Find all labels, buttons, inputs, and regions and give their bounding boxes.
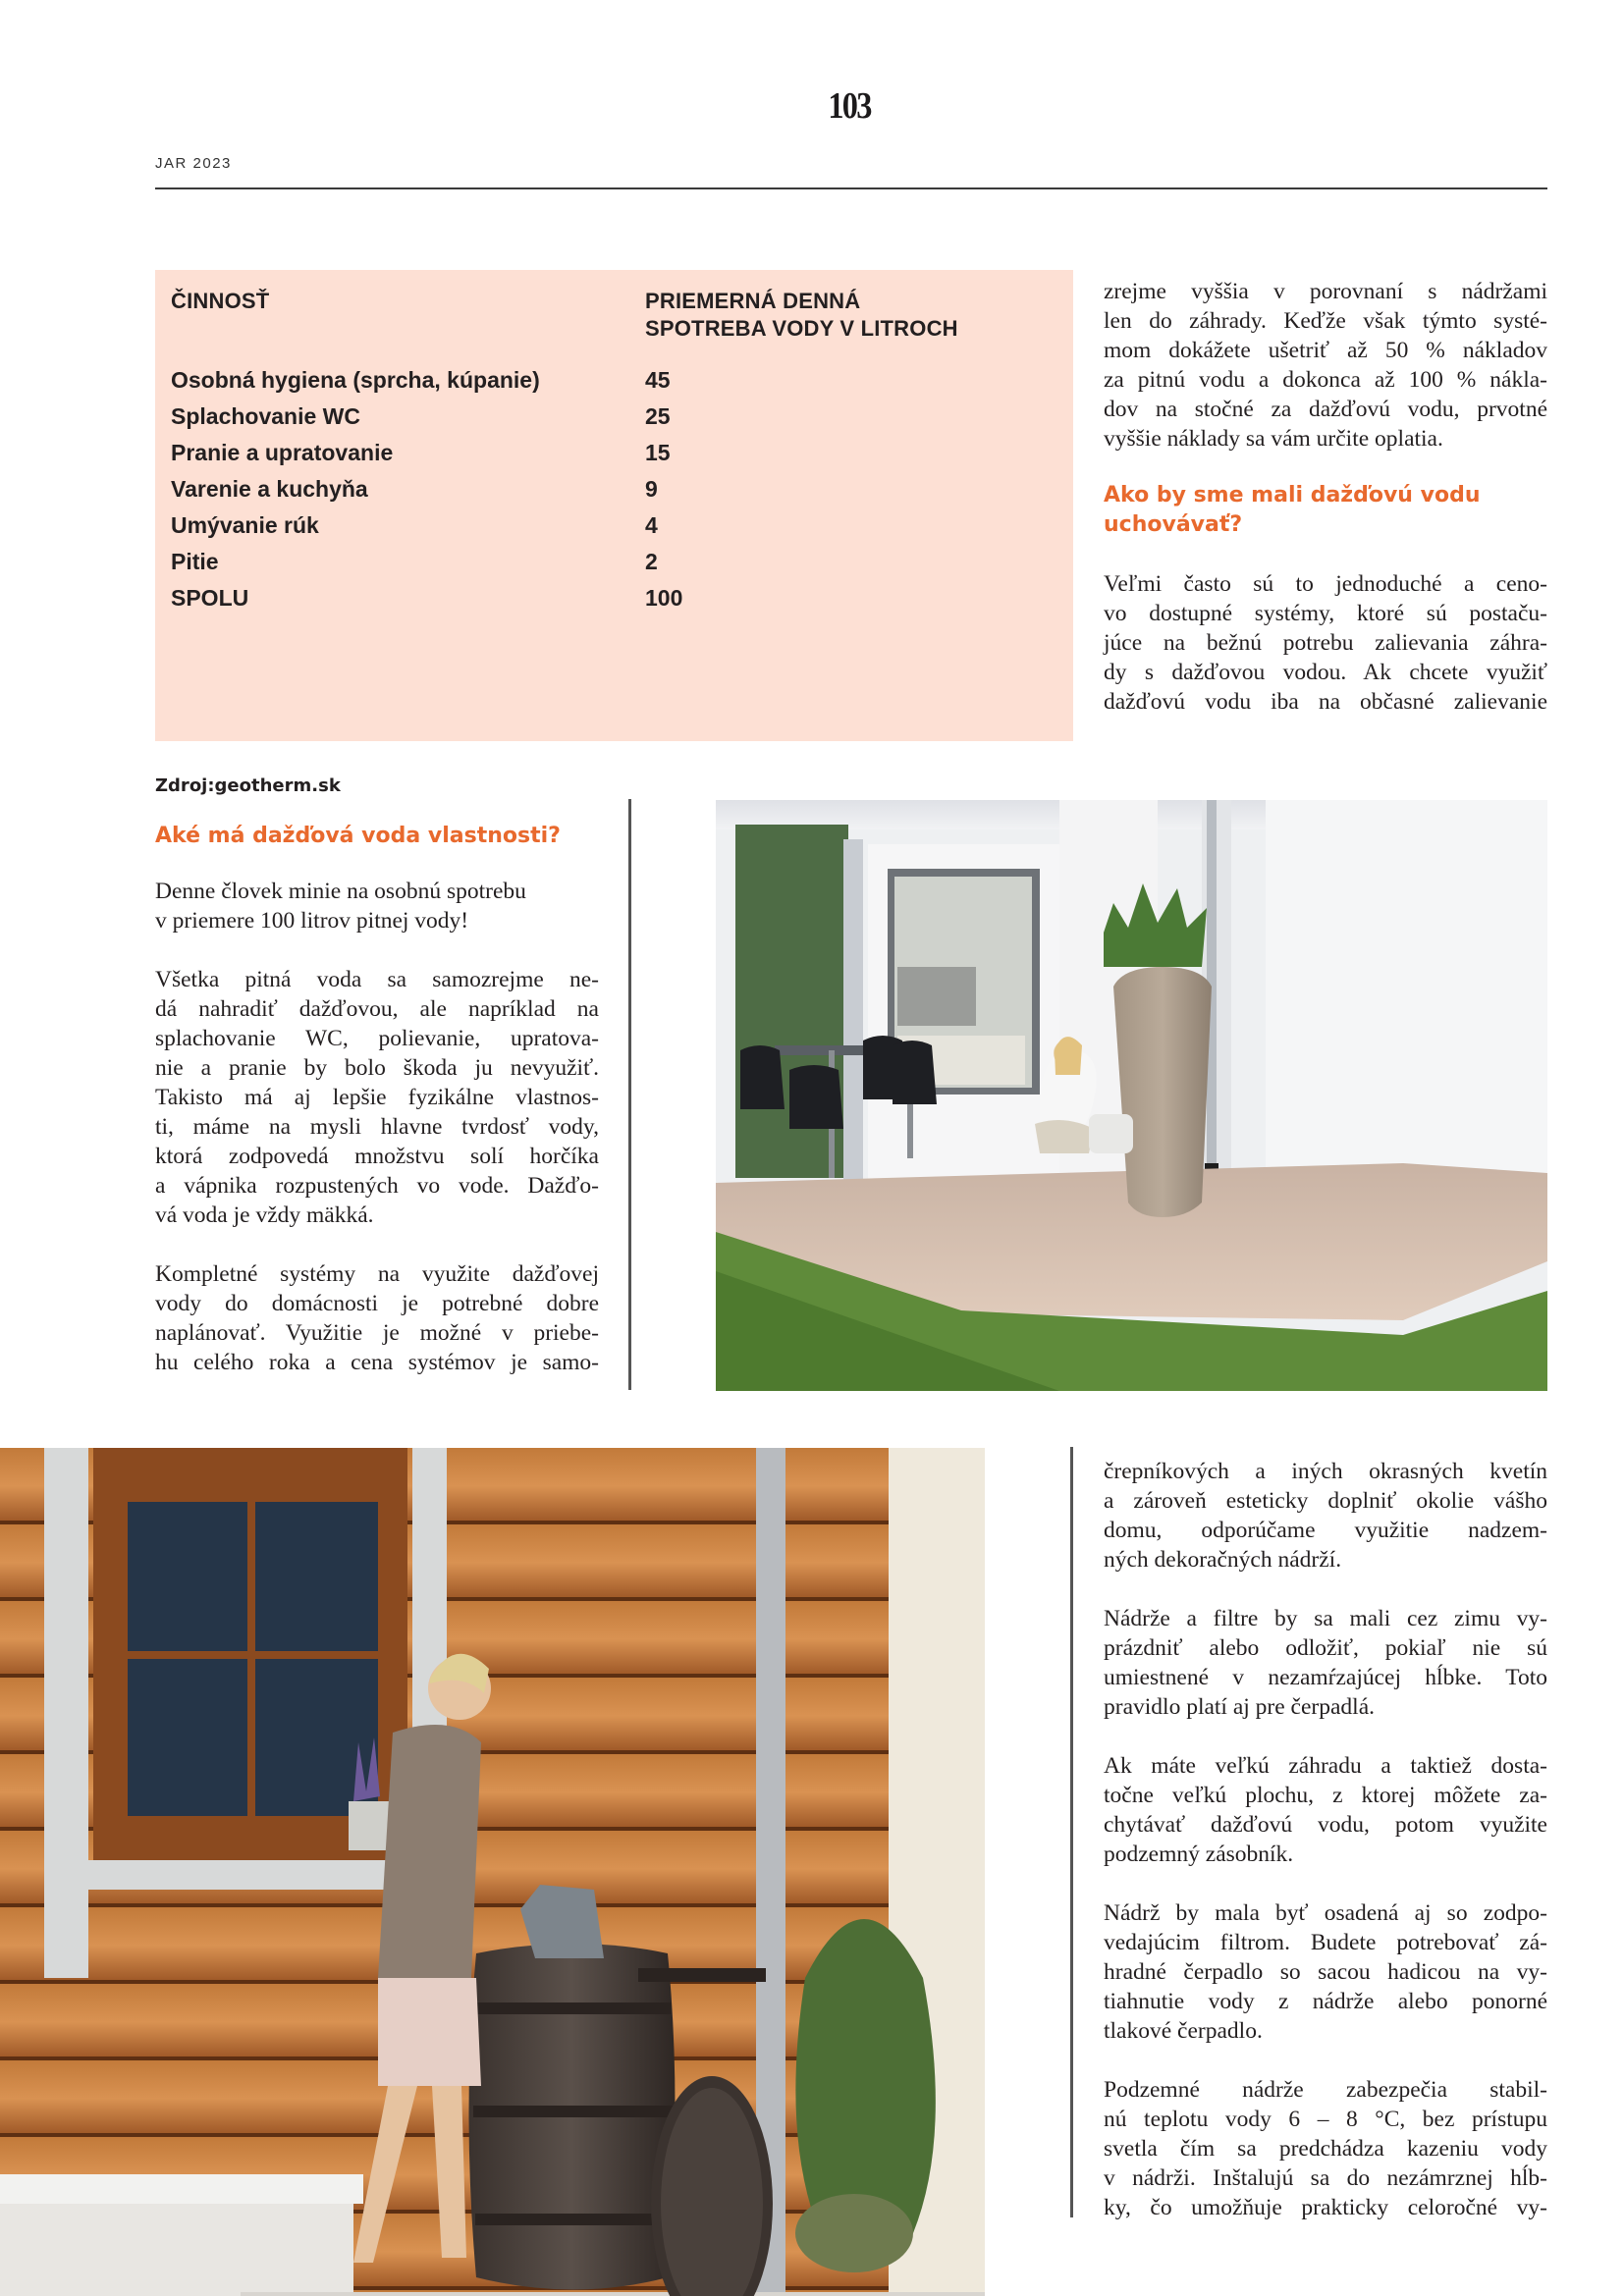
text-line: črepníkových a iných okrasných kvetín [1104,1459,1547,1484]
text-line: ktorá zodpovedá množstvu solí horčíka [155,1144,599,1169]
text-line: a zároveň esteticky doplniť okolie vášho [1104,1488,1547,1514]
text-line: ti, máme na mysli hlavne tvrdosť vody, [155,1114,599,1140]
table-row [155,475,1073,514]
paragraph [155,965,599,1230]
text-line: ných dekoračných nádrží. [1104,1547,1342,1573]
text-line: vedajúcim filtrom. Budete potrebovať zá- [1104,1930,1547,1955]
paragraph [155,1259,599,1377]
text-line: Nádrž by mala byť osadená aj so zodpo- [1104,1900,1547,1926]
section-heading-properties: Aké má dažďová voda vlastnosti? [155,824,561,848]
right-column-bottom [1104,1457,1547,2222]
text-line: naplánovať. Využitie je možné v priebe- [155,1320,599,1346]
table-cell-activity: Umývanie rúk [171,512,319,538]
text-line: dá nahradiť dažďovou, ale napríklad na [155,996,599,1022]
table-header-activity: ČINNOSŤ [171,289,270,313]
text-line: umiestnené v nezamŕzajúcej hĺbke. Toto [1104,1665,1547,1690]
text-line: dažďovú vodu iba na občasné zalievanie [1104,689,1547,715]
text-line: tiahnutie vody z nádrže alebo ponorné [1104,1989,1547,2014]
water-consumption-table [155,270,1073,741]
text-line: Ak máte veľkú záhradu a taktiež dosta- [1104,1753,1547,1779]
paragraph [155,877,599,935]
paragraph [1104,2075,1547,2222]
text-line: pravidlo platí aj pre čerpadlá. [1104,1694,1375,1720]
paragraph [1104,277,1547,454]
barrel-rain-tank-photo [0,1448,985,2296]
table-header-liters-line2: SPOTREBA VODY V LITROCH [645,316,958,341]
table-cell-activity: SPOLU [171,585,249,611]
table-row-total [155,584,1073,623]
table-source: Zdroj:geotherm.sk [155,775,341,796]
table-cell-liters: 25 [645,403,671,429]
patio-rain-tank-photo [716,800,1547,1391]
text-line: vyššie náklady sa vám určite oplatia. [1104,426,1443,452]
paragraph [1104,1898,1547,2046]
table-cell-liters: 9 [645,476,658,502]
table-row [155,548,1073,587]
text-line: nie a pranie by bolo škoda ju nevyužiť. [155,1055,599,1081]
text-line: vá voda je vždy mäkká. [155,1202,374,1228]
table-row [155,366,1073,405]
text-line: Denne človek minie na osobnú spotrebu [155,879,526,904]
heading-line: Ako by sme mali dažďovú vodu [1104,483,1481,507]
text-line: tlakové čerpadlo. [1104,2018,1263,2044]
barrel-rain-tank-illustration [0,1448,985,2296]
paragraph [1104,1604,1547,1722]
column-divider [628,799,631,1390]
text-line: Všetka pitná voda sa samozrejme ne- [155,967,599,992]
heading-line: uchovávať? [1104,512,1243,537]
text-line: a vápnika rozpustených vo vode. Dažďo- [155,1173,599,1199]
text-line: júce na bežnú potrebu zalievania záhra- [1104,630,1547,656]
text-line: len do záhrady. Keďže však týmto systé- [1104,308,1547,334]
text-line: svetla čím sa predchádza kazeniu vody [1104,2136,1547,2162]
text-line: podzemný zásobník. [1104,1842,1294,1867]
text-line: Veľmi často sú to jednoduché a ceno- [1104,571,1547,597]
table-row [155,511,1073,551]
text-line: za pitnú vodu a dokonca až 100 % nákla- [1104,367,1547,393]
text-line: mom dokážete ušetriť až 50 % nákladov [1104,338,1547,363]
text-line: Nádrže a filtre by sa mali cez zimu vy- [1104,1606,1547,1631]
patio-rain-tank-illustration [716,800,1547,1391]
text-line: vo dostupné systémy, ktoré sú postaču- [1104,601,1547,626]
text-line: ky, čo umožňuje prakticky celoročné vy- [1104,2195,1547,2220]
table-row [155,402,1073,442]
text-line: točne veľkú plochu, z ktorej môžete za- [1104,1783,1547,1808]
paragraph [1104,569,1547,717]
issue-label: JAR 2023 [155,155,232,172]
table-cell-activity: Osobná hygiena (sprcha, kúpanie) [171,367,540,393]
table-cell-liters: 100 [645,585,683,611]
text-line: hradné čerpadlo so sacou hadicou na vy- [1104,1959,1547,1985]
page-number: 103 [828,85,871,127]
text-line: Takisto má aj lepšie fyzikálne vlastnos- [155,1085,599,1110]
text-line: nú teplotu vody 6 – 8 °C, bez prístupu [1104,2107,1547,2132]
text-line: vody do domácnosti je potrebné dobre [155,1291,599,1316]
text-line: splachovanie WC, polievanie, upratova- [155,1026,599,1051]
right-column-top [1104,277,1547,717]
table-cell-liters: 2 [645,549,658,574]
header-divider [155,187,1547,189]
table-row [155,439,1073,478]
section-heading-storage [1104,481,1547,540]
table-cell-liters: 4 [645,512,658,538]
text-line: domu, odporúčame využitie nadzem- [1104,1518,1547,1543]
table-cell-liters: 45 [645,367,671,393]
text-line: v priemere 100 litrov pitnej vody! [155,908,469,934]
text-line: hu celého roka a cena systémov je samo- [155,1350,599,1375]
column-divider [1070,1447,1073,2217]
table-cell-activity: Splachovanie WC [171,403,360,429]
text-line: prázdniť alebo odložiť, pokiaľ nie sú [1104,1635,1547,1661]
paragraph [1104,1751,1547,1869]
text-line: v nádrži. Inštalujú sa do nezámrznej hĺb- [1104,2165,1547,2191]
paragraph [1104,1457,1547,1575]
text-line: dy s dažďovou vodou. Ak chcete využiť [1104,660,1547,685]
table-cell-liters: 15 [645,440,671,465]
text-line: dov na stočné za dažďovú vodu, prvotné [1104,397,1547,422]
text-line: Podzemné nádrže zabezpečia stabil- [1104,2077,1547,2103]
table-cell-activity: Pitie [171,549,219,574]
text-line: Kompletné systémy na využite dažďovej [155,1261,599,1287]
table-header-liters-line1: PRIEMERNÁ DENNÁ [645,289,861,313]
text-line: zrejme vyššia v porovnaní s nádržami [1104,279,1547,304]
table-cell-activity: Varenie a kuchyňa [171,476,368,502]
table-header-liters [645,288,1038,343]
text-line: chytávať dažďovú vodu, potom využite [1104,1812,1547,1838]
table-cell-activity: Pranie a upratovanie [171,440,394,465]
left-column [155,775,599,1377]
